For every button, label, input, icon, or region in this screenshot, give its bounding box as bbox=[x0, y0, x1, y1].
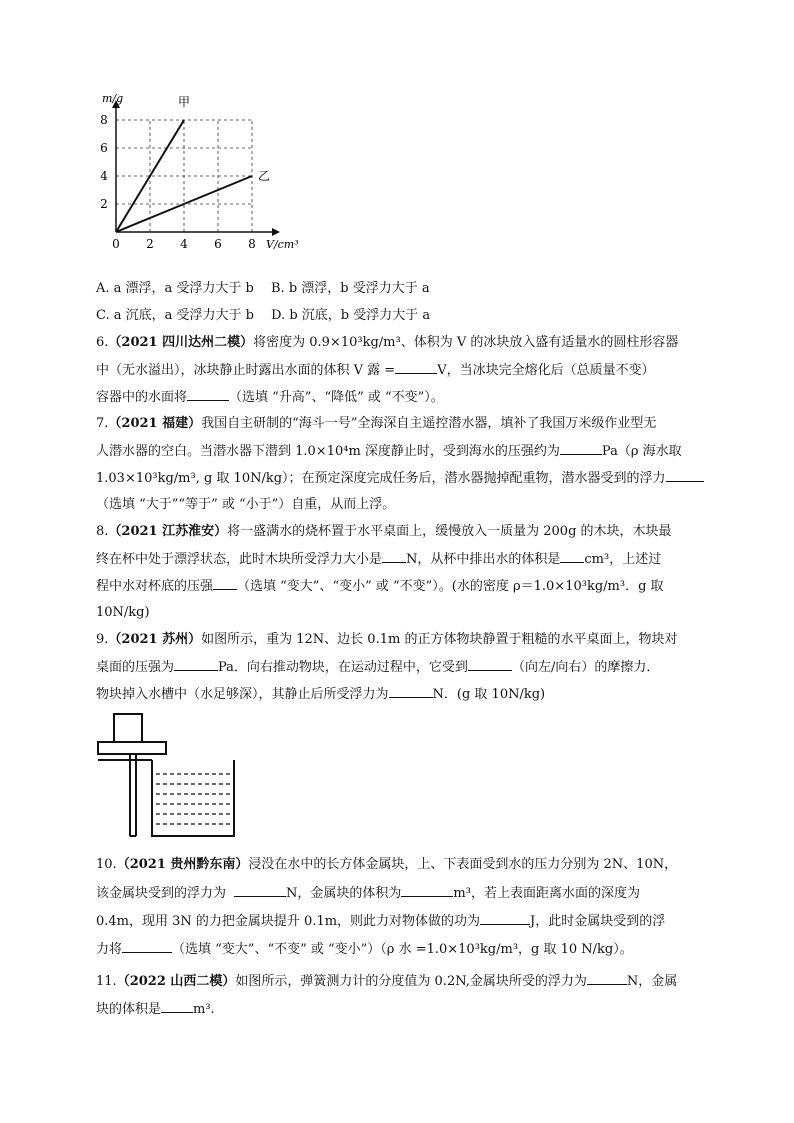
q10-text: 该金属块受到的浮力为 bbox=[96, 886, 227, 901]
q9-text: N．(g 取 10N/kg) bbox=[432, 687, 546, 702]
answer-blank[interactable] bbox=[560, 442, 602, 455]
q6-text: V，当冰块完全熔化后（总质量不变） bbox=[437, 363, 655, 378]
q8-text: N，从杯中排出水的体积是 bbox=[406, 552, 561, 567]
series-label: 乙 bbox=[258, 169, 271, 183]
q10-text: m³，若上表面距离水面的深度为 bbox=[453, 886, 640, 901]
q7-source: （2021 福建） bbox=[108, 416, 202, 431]
q9-source: （2021 苏州） bbox=[108, 632, 202, 647]
q7-line1 bbox=[96, 415, 656, 433]
q9-text: 物块掉入水槽中（水足够深），其静止后所受浮力为 bbox=[96, 687, 389, 702]
q7-text: 1.03×10³kg/m³, g 取 10N/kg）；在预定深度完成任务后，潜水器抛掉配重物，潜水器受到的浮力 bbox=[96, 471, 666, 486]
q11-number: 11. bbox=[96, 974, 117, 989]
answer-blank[interactable] bbox=[666, 469, 704, 482]
q6-text: 容器中的水面将 bbox=[96, 390, 188, 405]
q11-line1 bbox=[96, 972, 677, 991]
x-axis-arrow bbox=[272, 228, 280, 236]
q10-text: N，金属块的体积为 bbox=[286, 886, 402, 901]
q8-source: （2021 江苏淮安） bbox=[108, 524, 228, 539]
q10-source: （2021 贵州黔东南） bbox=[116, 857, 249, 872]
q11-text: N，金属 bbox=[626, 974, 678, 989]
q9-line2 bbox=[96, 658, 659, 677]
q8-text: 程中水对杯底的压强 bbox=[96, 579, 214, 594]
q6-line1 bbox=[96, 334, 678, 352]
answer-blank[interactable] bbox=[187, 388, 229, 401]
q8-number: 8. bbox=[96, 524, 109, 539]
q9-text: 桌面的压强为 bbox=[96, 660, 175, 675]
series-line-1 bbox=[116, 120, 184, 232]
q10-line1 bbox=[96, 856, 677, 874]
q10-text: J，此时金属块受到的浮 bbox=[530, 914, 666, 929]
q8-line1 bbox=[96, 523, 672, 541]
cube-block bbox=[114, 714, 142, 742]
answer-blank[interactable] bbox=[122, 940, 172, 953]
q6-line2 bbox=[96, 361, 655, 380]
q7-line4: （选填 “大于”“等于” 或 “小于”）自重，从而上浮。 bbox=[96, 497, 396, 512]
q7-text: Pa（ρ 海水取 bbox=[601, 444, 682, 459]
q6-text: （选填 “升高”、“降低” 或 “不变”）。 bbox=[229, 390, 444, 405]
y-tick-label: 8 bbox=[100, 113, 108, 127]
q7-line2 bbox=[96, 442, 682, 461]
water bbox=[156, 774, 230, 824]
q10-line3 bbox=[96, 912, 665, 931]
q6-text: 将密度为 0.9×10³kg/m³、体积为 V 的冰块放入盛有适量水的圆柱形容器 bbox=[253, 335, 679, 350]
q6-source: （2021 四川达州二模） bbox=[108, 335, 254, 350]
q10-text: 力将 bbox=[96, 942, 123, 957]
q6-line3 bbox=[96, 388, 444, 407]
q9-text: 如图所示，重为 12N、边长 0.1m 的正方体物块静置于粗糙的水平桌面上，物块对 bbox=[201, 632, 678, 647]
x-axis-label: V/cm³ bbox=[266, 238, 299, 250]
answer-blank[interactable] bbox=[468, 658, 512, 671]
q8-line4: 10N/kg) bbox=[96, 605, 150, 620]
q8-line2 bbox=[96, 550, 661, 569]
answer-blank[interactable] bbox=[401, 884, 453, 897]
q8-text: 终在杯中处于漂浮状态，此时木块所受浮力大小是 bbox=[96, 552, 383, 567]
x-tick-label: 6 bbox=[214, 237, 222, 250]
answer-blank[interactable] bbox=[560, 550, 584, 563]
q10-text: 浸没在水中的长方体金属块，上、下表面受到水的压力分别为 2N、10N， bbox=[248, 857, 678, 872]
x-tick-label: 8 bbox=[248, 237, 256, 250]
series-label: 甲 bbox=[177, 95, 191, 109]
q5-options-cd: C. a 沉底，a 受浮力大于 b D. b 沉底，b 受浮力大于 a bbox=[96, 308, 431, 323]
x-tick-label: 2 bbox=[146, 237, 154, 250]
q10-text: （选填 “变大”、“不变” 或 “变小”）（ρ 水 =1.0×10³kg/m³，g 取 10 N/kg）。 bbox=[172, 942, 633, 957]
q7-number: 7. bbox=[96, 416, 109, 431]
q7-text: 我国自主研制的“海斗一号”全海深自主遥控潜水器，填补了我国万米级作业型无 bbox=[201, 416, 657, 431]
y-tick-label: 4 bbox=[100, 169, 108, 183]
q8-text: 将一盛满水的烧杯置于水平桌面上，缓慢放入一质量为 200g 的木块，木块最 bbox=[227, 524, 672, 539]
q7-line3 bbox=[96, 469, 704, 488]
q9-number: 9. bbox=[96, 632, 109, 647]
q7-text: 人潜水器的空白。当潜水器下潜到 1.0×10⁴m 深度静止时，受到海水的压强约为 bbox=[96, 444, 560, 459]
q8-text: （选填 “变大”、“变小” 或 “不变”）。(水的密度 ρ＝1.0×10³kg/m³．g 取 bbox=[237, 579, 664, 594]
q9-text: Pa．向右推动物块，在运动过程中，它受到 bbox=[218, 660, 468, 675]
x-tick-label: 0 bbox=[112, 237, 120, 250]
answer-blank[interactable] bbox=[389, 685, 433, 698]
answer-blank[interactable] bbox=[161, 1000, 193, 1013]
answer-blank[interactable] bbox=[234, 884, 286, 897]
q8-text: cm³，上述过 bbox=[584, 552, 662, 567]
answer-blank[interactable] bbox=[382, 550, 406, 563]
q9-line1 bbox=[96, 631, 677, 649]
x-tick-label: 4 bbox=[180, 237, 188, 250]
y-tick-label: 6 bbox=[100, 141, 108, 155]
q6-number: 6. bbox=[96, 335, 109, 350]
answer-blank[interactable] bbox=[174, 658, 218, 671]
answer-blank[interactable] bbox=[395, 361, 437, 374]
q9-line3 bbox=[96, 685, 545, 704]
q10-number: 10. bbox=[96, 857, 117, 872]
q11-source: （2022 山西二模） bbox=[116, 974, 236, 989]
q10-line2 bbox=[96, 884, 640, 903]
block-table-tank-figure bbox=[96, 712, 246, 842]
y-tick-label: 2 bbox=[100, 197, 108, 211]
mass-volume-graph bbox=[92, 92, 312, 250]
answer-blank[interactable] bbox=[213, 577, 237, 590]
q9-text: （向左/向右）的摩擦力． bbox=[511, 660, 660, 675]
q11-text: 如图所示，弹簧测力计的分度值为 0.2N,金属块所受的浮力为 bbox=[235, 974, 587, 989]
answer-blank[interactable] bbox=[587, 972, 627, 985]
q11-text: 块的体积是 bbox=[96, 1002, 162, 1017]
y-axis-label: m/g bbox=[102, 92, 124, 105]
q10-text: 0.4m，现用 3N 的力把金属块提升 0.1m，则此力对物体做的功为 bbox=[96, 914, 481, 929]
q11-line2 bbox=[96, 1000, 215, 1019]
q8-line3 bbox=[96, 577, 664, 596]
q10-line4 bbox=[96, 940, 633, 959]
q6-text: 中（无水溢出），冰块静止时露出水面的体积 V 露 = bbox=[96, 363, 396, 378]
q11-text: m³. bbox=[193, 1002, 215, 1017]
table-top bbox=[98, 742, 166, 754]
answer-blank[interactable] bbox=[480, 912, 530, 925]
q5-options-ab: A. a 漂浮，a 受浮力大于 b B. b 漂浮，b 受浮力大于 a bbox=[96, 281, 430, 296]
